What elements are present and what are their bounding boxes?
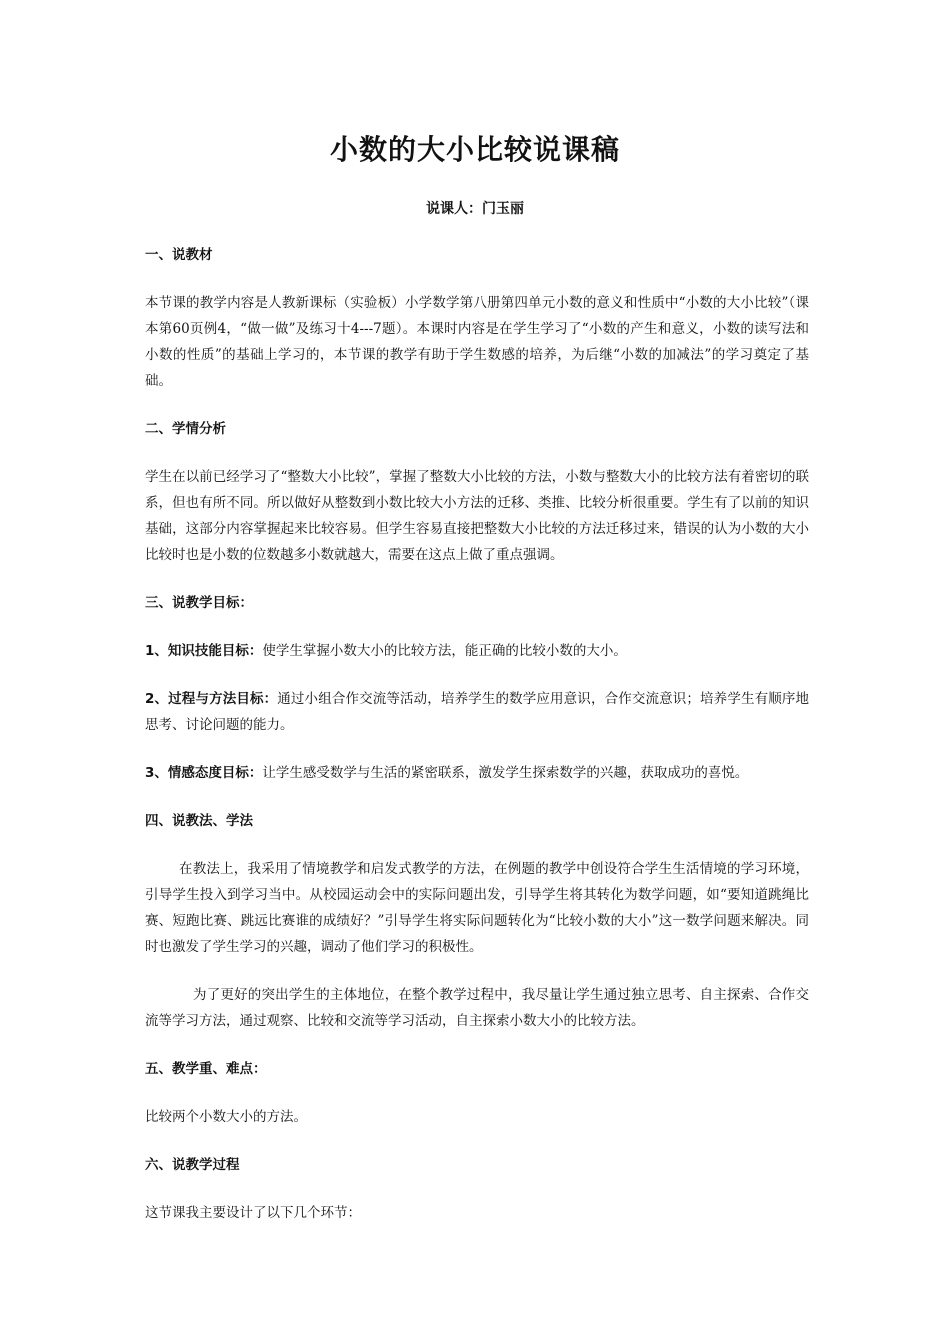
- key-points-paragraph: 比较两个小数大小的方法。: [145, 1109, 307, 1125]
- section-heading-student-analysis: 二、学情分析: [145, 421, 226, 437]
- goal-item-knowledge: [145, 638, 809, 664]
- goal-text: 使学生掌握小数大小的比较方法，能正确的比较小数的大小。: [262, 643, 627, 659]
- goal-label: 1、知识技能目标：: [145, 643, 263, 659]
- goal-item-attitude: [145, 760, 809, 786]
- section-heading-textbook: 一、说教材: [145, 247, 213, 263]
- document-title: 小数的大小比较说课稿: [329, 133, 620, 166]
- process-paragraph: 这节课我主要设计了以下几个环节：: [145, 1205, 361, 1221]
- student-analysis-paragraph: 学生在以前已经学习了“整数大小比较”，掌握了整数大小比较的方法，小数与整数大小的比较方法有着密切的联系，但也有所不同。所以做好从整数到小数比较大小方法的迁移、类推、比较分析很重要。学生有了以前的知识基础，这部分内容掌握起来比较容易。但学生容易直接把整数大小比较的方法迁移过来，错误的认为小数的大小比较时也是小数的位数越多小数就越大，需要在这点上做了重点强调。: [145, 469, 809, 563]
- goal-label: 3、情感态度目标：: [145, 765, 263, 781]
- section-heading-process: 六、说教学过程: [145, 1157, 240, 1173]
- section-heading-key-points: 五、教学重、难点：: [145, 1061, 267, 1077]
- goal-label: 2、过程与方法目标：: [145, 691, 278, 707]
- goal-text: 通过小组合作交流等活动，培养学生的数学应用意识，合作交流意识；培养学生有顺序地思考、讨论问题的能力。: [145, 691, 810, 733]
- document-body: [145, 242, 809, 1248]
- goal-item-process: [145, 686, 809, 738]
- textbook-paragraph: 本节课的教学内容是人教新课标（实验板）小学数学第八册第四单元小数的意义和性质中“小数的大小比较”（课本第60页例4，“做一做”及练习十4---7题）。本课时内容是在学生学习了“小数的产生和意义，小数的读写法和小数的性质”的基础上学习的，本节课的教学有助于学生数感的培养，为后继“小数的加减法”的学习奠定了基础。: [145, 295, 809, 389]
- author-line: 说课人：门玉丽: [426, 201, 524, 217]
- section-heading-teaching-goals: 三、说教学目标：: [145, 595, 253, 611]
- goal-text: 让学生感受数学与生活的紧密联系，激发学生探索数学的兴趣，获取成功的喜悦。: [262, 765, 749, 781]
- methods-paragraph-learning: 为了更好的突出学生的主体地位，在整个教学过程中，我尽量让学生通过独立思考、自主探索、合作交流等学习方法，通过观察、比较和交流等学习活动，自主探索小数大小的比较方法。: [145, 987, 809, 1029]
- section-heading-methods: 四、说教法、学法: [145, 813, 253, 829]
- methods-paragraph-teaching: 在教法上，我采用了情境教学和启发式教学的方法，在例题的教学中创设符合学生生活情境的学习环境，引导学生投入到学习当中。从校园运动会中的实际问题出发，引导学生将其转化为数学问题，如“要知道跳绳比赛、短跑比赛、跳远比赛谁的成绩好？”引导学生将实际问题转化为“比较小数的大小”这一数学问题来解决。同时也激发了学生学习的兴趣，调动了他们学习的积极性。: [145, 861, 809, 955]
